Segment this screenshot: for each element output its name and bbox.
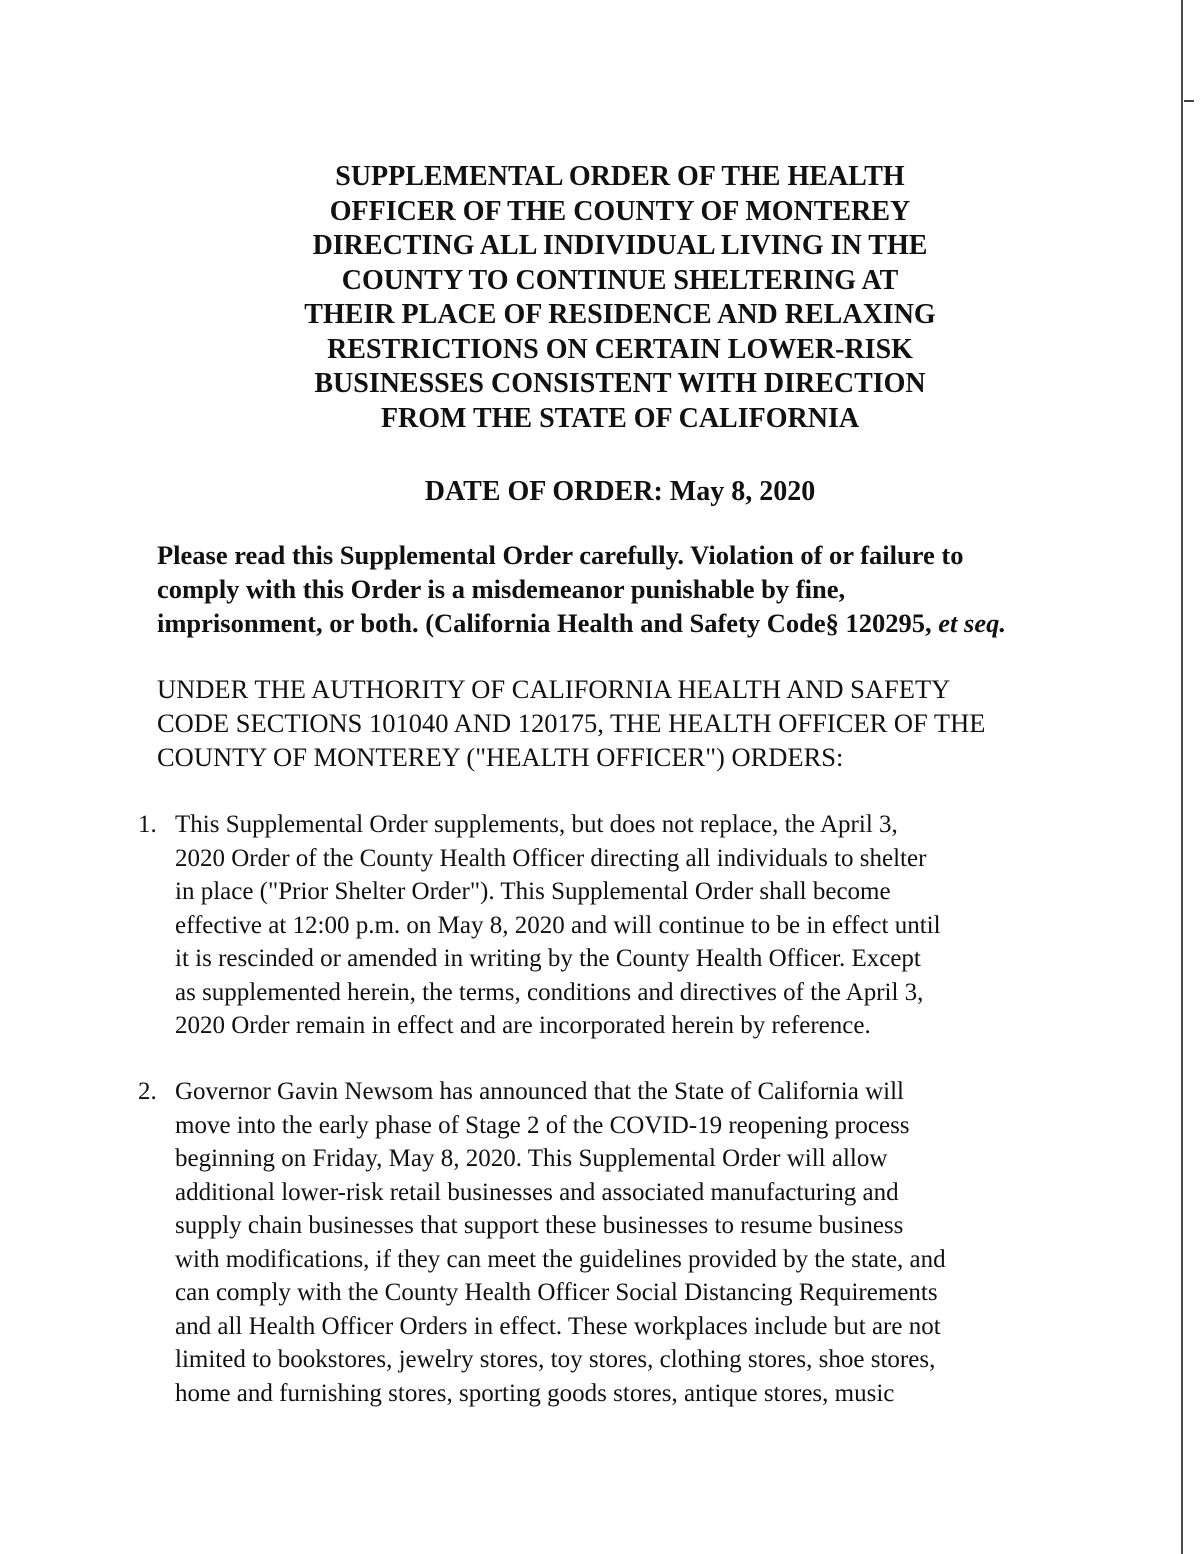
item-line: can comply with the County Health Officer Social Distancing Requirements: [175, 1279, 938, 1306]
item-line: with modifications, if they can meet the guidelines provided by the state, and: [175, 1245, 946, 1273]
item-line: additional lower-risk retail businesses and associated manufacturing and: [175, 1178, 899, 1206]
item-text: [175, 1075, 946, 1410]
item-line: 2020 Order of the County Health Officer directing all individuals to shelter: [175, 844, 927, 872]
item-line: it is rescinded or amended in writing by the County Health Officer. Except: [175, 945, 921, 972]
item-number: 2.: [138, 1078, 157, 1105]
item-line: effective at 12:00 p.m. on May 8, 2020 and will continue to be in effect until: [175, 911, 941, 939]
title-line: DIRECTING ALL INDIVIDUAL LIVING IN THE: [312, 230, 928, 261]
title-line: RESTRICTIONS ON CERTAIN LOWER-RISK: [327, 333, 913, 365]
item-line: move into the early phase of Stage 2 of the COVID-19 reopening process: [175, 1111, 910, 1139]
warning-notice: [157, 538, 1097, 640]
title-line: OFFICER OF THE COUNTY OF MONTEREY: [329, 195, 911, 227]
item-line: supply chain businesses that support these businesses to resume business: [175, 1212, 904, 1239]
authority-line: UNDER THE AUTHORITY OF CALIFORNIA HEALTH AND SAFETY: [157, 674, 951, 704]
item-line: home and furnishing stores, sporting goods stores, antique stores, music: [175, 1379, 895, 1407]
item-line: This Supplemental Order supplements, but does not replace, the April 3,: [175, 811, 898, 838]
authority-line: COUNTY OF MONTEREY ("HEALTH OFFICER") ORDERS:: [157, 742, 844, 772]
item-text: [175, 808, 941, 1043]
title-line: SUPPLEMENTAL ORDER OF THE HEALTH: [335, 161, 905, 192]
authority-paragraph: [157, 672, 1097, 774]
scan-edge-line: [1181, 0, 1183, 1554]
warning-line-last: [157, 606, 1097, 640]
warning-et-seq: et seq.: [938, 608, 1006, 638]
item-line: as supplemented herein, the terms, conditions and directives of the April 3,: [175, 978, 924, 1006]
scan-edge-tick: [1184, 100, 1194, 102]
title-line: THEIR PLACE OF RESIDENCE AND RELAXING: [304, 299, 936, 330]
item-line: limited to bookstores, jewelry stores, toy stores, clothing stores, shoe stores,: [175, 1346, 936, 1373]
warning-line: Please read this Supplemental Order carefully. Violation of or failure to: [157, 540, 964, 570]
item-line: 2020 Order remain in effect and are incorporated herein by reference.: [175, 1012, 871, 1039]
date-of-order: DATE OF ORDER: May 8, 2020: [424, 476, 816, 507]
title-line: FROM THE STATE OF CALIFORNIA: [380, 402, 860, 434]
order-title: [250, 160, 990, 436]
title-line: BUSINESSES CONSISTENT WITH DIRECTION: [314, 368, 926, 399]
item-number: 1.: [138, 811, 157, 838]
item-line: beginning on Friday, May 8, 2020. This Supplemental Order will allow: [175, 1145, 888, 1172]
item-line: in place ("Prior Shelter Order"). This Supplemental Order shall become: [175, 878, 891, 905]
warning-line-main: imprisonment, or both. (California Health and Safety Code§ 120295,: [157, 608, 939, 638]
authority-line: CODE SECTIONS 101040 AND 120175, THE HEALTH OFFICER OF THE: [157, 708, 986, 738]
title-line: COUNTY TO CONTINUE SHELTERING AT: [341, 264, 899, 296]
item-line: Governor Gavin Newsom has announced that the State of California will: [175, 1078, 904, 1105]
warning-line: comply with this Order is a misdemeanor punishable by fine,: [157, 574, 846, 604]
item-line: and all Health Officer Orders in effect. These workplaces include but are not: [175, 1312, 941, 1340]
